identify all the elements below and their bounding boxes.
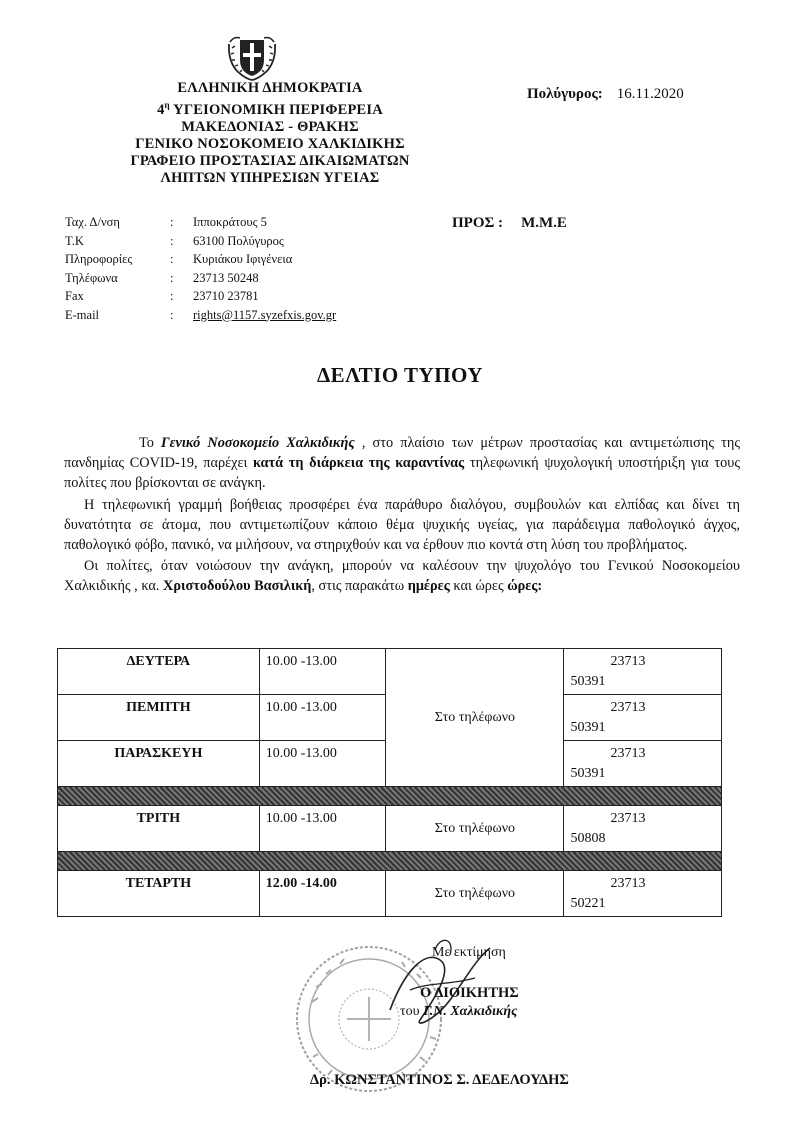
colon: :	[170, 307, 174, 322]
paragraph	[64, 433, 740, 494]
signatory-name: Δρ. ΚΩΝΣΤΑΝΤΙΝΟΣ Σ. ΔΕΔΕΛΟΥΔΗΣ	[310, 1072, 569, 1088]
contact-row	[65, 269, 336, 288]
schedule-table	[57, 648, 722, 917]
phone-number: 50391	[570, 720, 606, 735]
phone-cell	[564, 741, 722, 787]
document-title: ΔΕΛΤΙΟ ΤΥΠΟΥ	[316, 363, 484, 387]
text-run: , στις παρακάτω	[311, 578, 408, 595]
table-row	[58, 806, 722, 852]
method-cell: Στο τηλέφωνο	[386, 871, 564, 917]
contact-row	[65, 213, 336, 232]
place-date	[527, 86, 684, 103]
contact-label: Πληροφορίες	[65, 252, 133, 266]
day-cell: ΠΑΡΑΣΚΕΥΗ	[58, 741, 260, 787]
method-cell: Στο τηλέφωνο	[386, 806, 564, 852]
contact-label: Τηλέφωνα	[65, 270, 118, 285]
text-run: , στο πλαίσιο των μέτρων προστασίας και αντιμετώπισης της πανδημίας COVID-19, παρέχει	[64, 435, 740, 472]
colon: :	[170, 233, 174, 248]
colon: :	[170, 270, 174, 285]
signatory-role: Ο ΔΙΟΙΚΗΤΗΣ	[420, 985, 519, 1001]
hours-cell: 10.00 -13.00	[259, 649, 386, 695]
colon: :	[170, 252, 174, 266]
colon: :	[170, 215, 174, 229]
contact-value: Ιπποκράτους 5	[193, 215, 267, 229]
contact-value: 23710 23781	[193, 289, 259, 303]
colon: :	[170, 289, 174, 303]
header-line: ΜΑΚΕΔΟΝΙΑΣ - ΘΡΑΚΗΣ	[181, 118, 359, 135]
contact-value: 23713 50248	[193, 270, 259, 285]
contact-row	[65, 287, 336, 306]
separator-row	[58, 852, 722, 871]
contact-value: 63100 Πολύγυρος	[193, 233, 284, 248]
text-run: τηλεφωνική ψυχολογική υποστήριξη για τους πολίτες που βρίσκονται σε ανάγκη.	[64, 455, 740, 492]
phone-cell	[564, 649, 722, 695]
phone-prefix: 23713	[610, 876, 646, 891]
hours-cell: 10.00 -13.00	[259, 695, 386, 741]
phone-number: 50808	[570, 831, 606, 846]
contact-row	[65, 306, 336, 325]
emphasis: ημέρες	[407, 578, 450, 595]
header-line: ΛΗΠΤΩΝ ΥΠΗΡΕΣΙΩΝ ΥΓΕΙΑΣ	[160, 169, 380, 186]
contact-row	[65, 232, 336, 251]
contact-label: E-mail	[65, 307, 100, 322]
phone-prefix: 23713	[610, 654, 646, 669]
day-cell: ΠΕΜΠΤΗ	[58, 695, 260, 741]
method-cell: Στο τηλέφωνο	[386, 649, 564, 787]
phone-cell	[564, 695, 722, 741]
header-line: $4^\eta$ ΥΓΕΙΟΝΟΜΙΚΗ ΠΕΡΙΦΕΡΕΙΑ	[157, 100, 383, 118]
emphasis: κατά τη διάρκεια της καραντίνας	[253, 455, 465, 472]
closing-text: Με εκτίμηση	[432, 945, 506, 960]
place-label: Πολύγυρος:	[527, 86, 603, 102]
hours-cell: 12.00 -14.00	[259, 871, 386, 917]
signatory-org	[400, 1004, 517, 1020]
hours-cell: 10.00 -13.00	[259, 806, 386, 852]
table-row	[58, 871, 722, 917]
recipient-label: ΠΡΟΣ :	[452, 215, 504, 231]
org-prefix: του	[400, 1004, 424, 1019]
document-date: 16.11.2020	[616, 86, 684, 102]
day-cell: ΤΕΤΑΡΤΗ	[58, 871, 260, 917]
header-line: ΓΡΑΦΕΙΟ ΠΡΟΣΤΑΣΙΑΣ ΔΙΚΑΙΩΜΑΤΩΝ	[130, 152, 410, 169]
header-line: ΕΛΛΗΝΙΚΗ ΔΗΜΟΚΡΑΤΙΑ	[177, 80, 363, 96]
recipient	[452, 215, 567, 232]
phone-number: 50391	[570, 766, 606, 781]
phone-cell	[564, 871, 722, 917]
day-cell: ΤΡΙΤΗ	[58, 806, 260, 852]
document-body	[64, 433, 740, 597]
separator-row	[58, 787, 722, 806]
phone-cell	[564, 806, 722, 852]
contact-label: Τ.Κ	[65, 233, 84, 248]
shaded-separator	[58, 787, 722, 806]
phone-prefix: 23713	[610, 811, 646, 826]
email-link[interactable]: rights@1157.syzefxis.gov.gr	[193, 307, 337, 322]
psychologist-name: Χριστοδούλου Βασιλική	[163, 578, 312, 595]
contact-label: Ταχ. Δ/νση	[65, 215, 120, 229]
header-line: ΓΕΝΙΚΟ ΝΟΣΟΚΟΜΕΙΟ ΧΑΛΚΙΔΙΚΗΣ	[135, 135, 405, 152]
phone-prefix: 23713	[610, 746, 646, 761]
hours-cell: 10.00 -13.00	[259, 741, 386, 787]
org-name: Γ.Ν. Χαλκιδικής	[423, 1004, 518, 1019]
paragraph: Η τηλεφωνική γραμμή βοήθειας προσφέρει ένα παράθυρο διαλόγου, συμβουλών και ελπίδας και δίνει τη δυνατότητα σε άτομα, που αντιμετωπίζουν κάποιο θέμα ψυχικής υγείας, για παράδειγμα παθολογικό άγχος, παθολογικό φόβο, πανικό, να μιλήσουν, να στηριχθούν και να έρθουν πιο κοντά στη λύση του προβλήματος.	[64, 496, 740, 554]
contact-details	[65, 213, 336, 324]
contact-value: Κυριάκου Ιφιγένεια	[193, 252, 293, 266]
contact-row	[65, 250, 336, 269]
text-run: Οι πολίτες, όταν νοιώσουν την ανάγκη, μπορούν να καλέσουν την ψυχολόγο του Γενικού Νοσοκομείου Χαλκιδικής , κα.	[64, 558, 740, 595]
text-run: Το	[139, 435, 162, 451]
greek-emblem-icon	[226, 32, 278, 82]
recipient-value: Μ.Μ.Ε	[521, 215, 567, 231]
phone-number: 50391	[570, 674, 606, 689]
phone-prefix: 23713	[610, 700, 646, 715]
issuing-authority-header	[120, 80, 420, 187]
contact-label: Fax	[65, 289, 84, 303]
paragraph	[64, 556, 740, 596]
table-row	[58, 649, 722, 695]
text-run: και ώρες	[449, 578, 508, 595]
day-cell: ΔΕΥΤΕΡΑ	[58, 649, 260, 695]
shaded-separator	[58, 852, 722, 871]
hospital-name: Γενικό Νοσοκομείο Χαλκιδικής	[161, 435, 355, 451]
emphasis: ώρες:	[507, 578, 543, 595]
phone-number: 50221	[570, 896, 606, 911]
